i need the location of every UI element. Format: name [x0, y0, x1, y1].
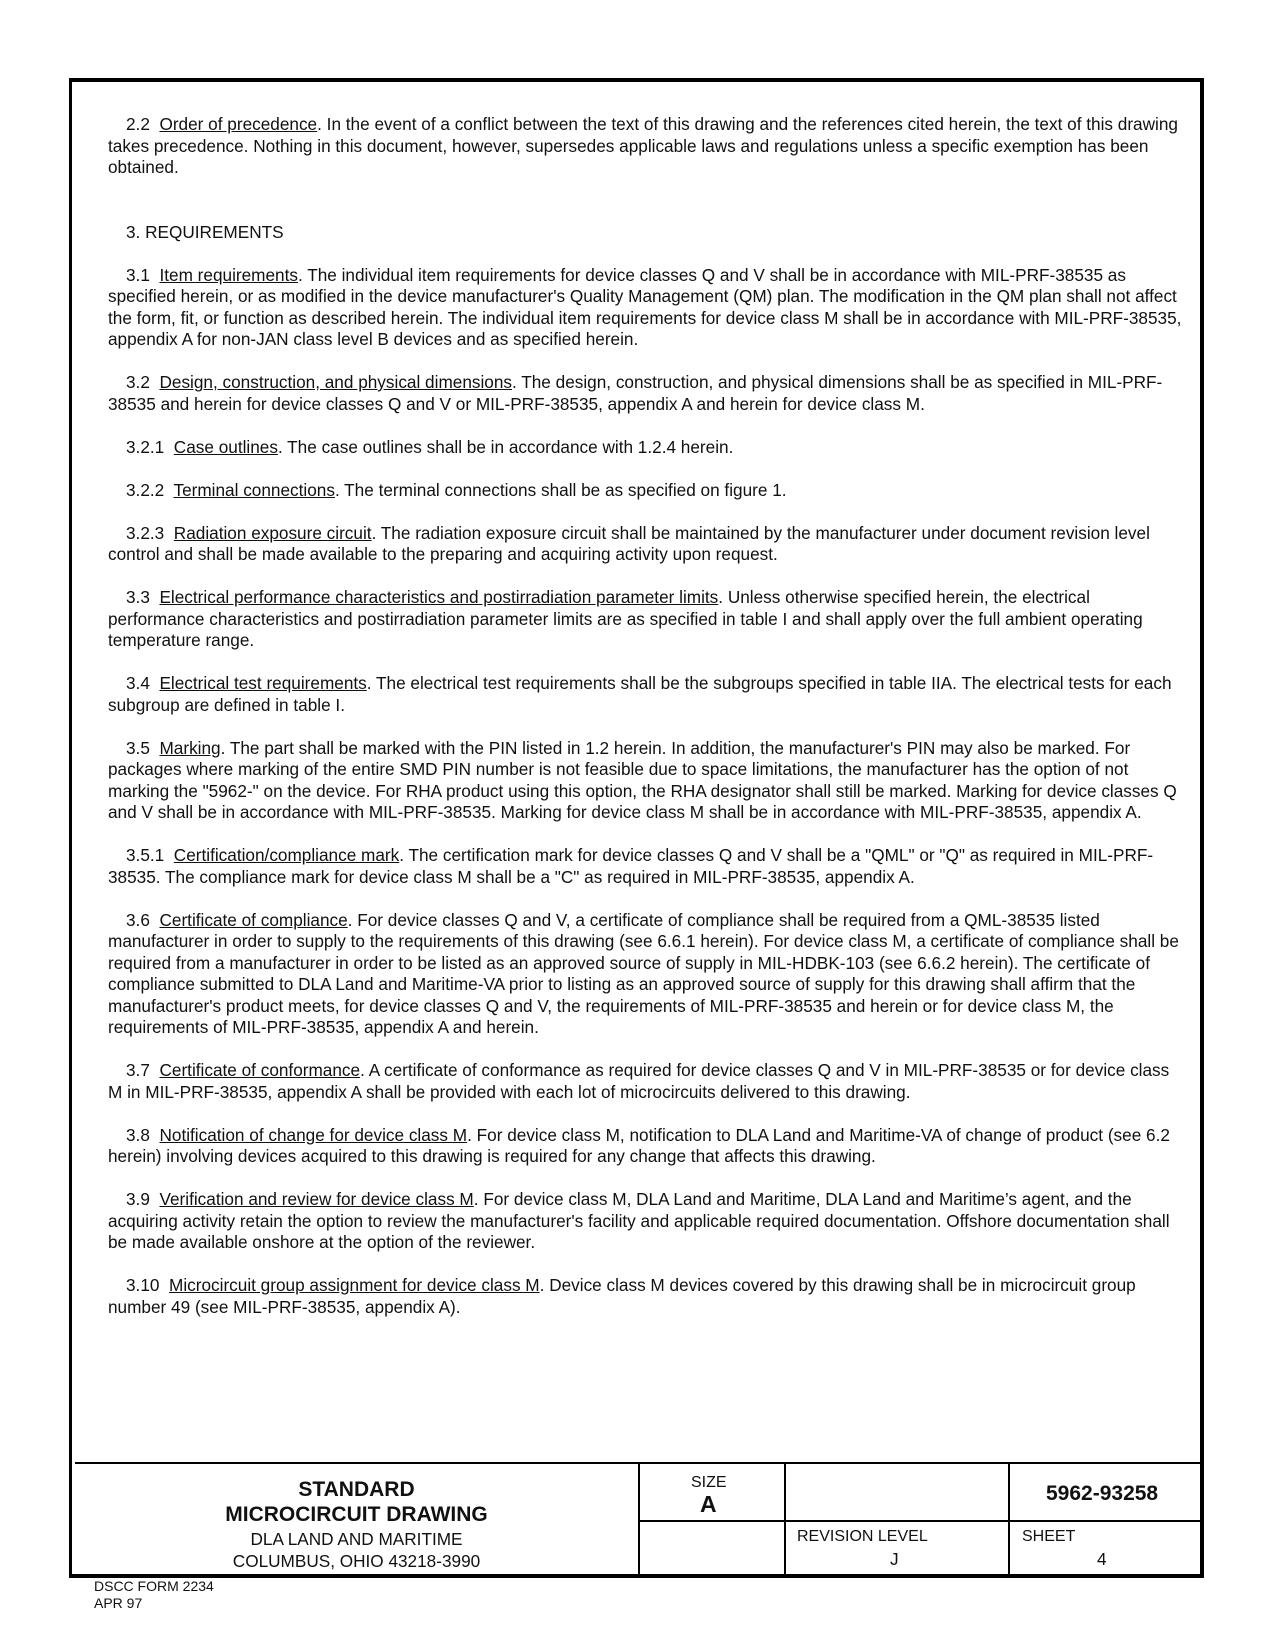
- paragraph-number: 2.2: [126, 114, 150, 134]
- drawing-number-cell: [1010, 1464, 1201, 1522]
- paragraph-number: 3.4: [126, 673, 150, 693]
- paragraph-text: . The individual item requirements for device classes Q and V shall be in accordance with MIL-PRF-38535 as specified herein, or as modified in the device manufacturer's Quality Management (QM) plan. The modification in the QM plan shall not affect the form, fit, or function as described herein. The individual item requirements for device class M shall be in accordance with MIL-PRF-38535, appendix A for non-JAN class level B devices and as specified herein.: [108, 264, 1182, 349]
- paragraph-number: 3.8: [126, 1124, 150, 1145]
- paragraph-2-2: [108, 114, 1188, 179]
- paragraph-3-2-2: [108, 480, 1188, 502]
- paragraph-title: Microcircuit group assignment for device class M: [169, 1275, 540, 1295]
- paragraph-title: Certificate of compliance: [159, 909, 348, 930]
- paragraph-title: Order of precedence: [159, 114, 318, 134]
- paragraph-number: 3.7: [126, 1060, 150, 1080]
- sheet-label: SHEET: [1022, 1528, 1076, 1545]
- paragraph-number: 3.5: [126, 737, 150, 758]
- paragraph-number: 3.5.1: [126, 845, 165, 865]
- form-number: DSCC FORM 2234: [94, 1578, 214, 1594]
- paragraph-number: 3.2.3: [126, 522, 165, 543]
- blank-cell-lower: [638, 1522, 786, 1576]
- blank-cell: [786, 1464, 1010, 1522]
- paragraph-number: 3.9: [126, 1189, 150, 1209]
- sheet-value: 4: [1097, 1549, 1107, 1569]
- revision-value: J: [890, 1549, 899, 1569]
- section-heading: 3. REQUIREMENTS: [126, 221, 284, 242]
- paragraph-number: 3.3: [126, 587, 150, 607]
- paragraph-text: . For device classes Q and V, a certificate of compliance shall be required from a QML-38535 listed manufacturer in order to supply to the requirements of this drawing (see 6.6.1 herein). For device class M, a certificate of compliance shall be required from a manufacturer in order to be listed as an approved source of supply in MIL-HDBK-103 (see 6.6.2 herein). The certificate of compliance submitted to DLA Land and Maritime-VA prior to listing as an approved source of supply for this drawing shall affirm that the manufacturer's product meets, for device classes Q and V, the requirements of MIL-PRF-38535 and herein or for device class M, the requirements of MIL-PRF-38535, appendix A and herein.: [108, 909, 1179, 1037]
- paragraph-3-3: [108, 587, 1188, 652]
- paragraph-3-2: [108, 372, 1188, 415]
- paragraph-text: . For device class M, notification to DLA Land and Maritime-VA of change of product (see 6.2 herein) involving devices acquired to this drawing is required for any change that affects this drawing.: [108, 1124, 1170, 1166]
- paragraph-text: . The part shall be marked with the PIN listed in 1.2 herein. In addition, the manufacturer's PIN may also be marked. For packages where marking of the entire SMD PIN number is not feasible due to space limitations, the manufacturer has the option of not marking the "5962-" on the device. For RHA product using this option, the RHA designator shall still be marked. Marking for device classes Q and V shall be in accordance with MIL-PRF-38535. Marking for device class M shall be in accordance with MIL-PRF-38535, appendix A.: [108, 737, 1177, 822]
- paragraph-3-4: [108, 673, 1188, 716]
- paragraph-text: . The case outlines shall be in accordance with 1.2.4 herein.: [277, 436, 734, 457]
- document-body: [108, 114, 1188, 1340]
- paragraph-number: 3.2.1: [126, 436, 165, 457]
- revision-cell: [786, 1522, 1010, 1576]
- form-id: [94, 1578, 214, 1612]
- paragraph-text: . The radiation exposure circuit shall be maintained by the manufacturer under document revision level control and shall be made available to the preparing and acquiring activity upon request.: [108, 522, 1150, 564]
- paragraph-title: Item requirements: [159, 264, 298, 285]
- paragraph-3-1: [108, 265, 1188, 351]
- paragraph-number: 3.10: [126, 1275, 160, 1295]
- sheet-cell: [1010, 1522, 1201, 1576]
- title-microcircuit-drawing: MICROCIRCUIT DRAWING: [225, 1503, 488, 1526]
- paragraph-text: . In the event of a conflict between the text of this drawing and the references cited herein, the text of this drawing takes precedence. Nothing in this document, however, supersedes applicable laws and regulations unless a specific exemption has been obtained.: [108, 114, 1178, 177]
- paragraph-title: Certification/compliance mark: [173, 845, 400, 865]
- paragraph-text: . The electrical test requirements shall be the subgroups specified in table IIA. The electrical tests for each subgroup are defined in table I.: [108, 673, 1172, 715]
- paragraph-3-2-3: [108, 523, 1188, 566]
- paragraph-title: Terminal connections: [173, 479, 335, 500]
- paragraph-title: Notification of change for device class M: [159, 1124, 468, 1145]
- paragraph-3-10: [108, 1275, 1188, 1318]
- paragraph-title: Certificate of conformance: [159, 1060, 361, 1080]
- paragraph-3-5-1: [108, 845, 1188, 888]
- paragraph-title: Radiation exposure circuit: [173, 522, 372, 543]
- agency-address: COLUMBUS, OHIO 43218-3990: [232, 1551, 481, 1571]
- paragraph-3-7: [108, 1060, 1188, 1103]
- paragraph-3-5: [108, 738, 1188, 824]
- drawing-number: 5962-93258: [1046, 1482, 1159, 1505]
- paragraph-3-2-1: [108, 437, 1188, 459]
- paragraph-title: Marking: [159, 737, 221, 758]
- paragraph-number: 3.2: [126, 372, 150, 392]
- agency-cell: [75, 1464, 640, 1576]
- paragraph-text: . Unless otherwise specified herein, the electrical performance characteristics and postirradiation parameter limits are as specified in table I and shall apply over the full ambient operating temperature range.: [108, 587, 1143, 650]
- paragraph-text: . The certification mark for device classes Q and V shall be a "QML" or "Q" as required in MIL-PRF-38535. The compliance mark for device class M shall be a "C" as required in MIL-PRF-38535, appendix A.: [108, 845, 1154, 887]
- paragraph-title: Design, construction, and physical dimensions: [159, 372, 512, 392]
- paragraph-text: . For device class M, DLA Land and Maritime, DLA Land and Maritime’s agent, and the acquiring activity retain the option to review the manufacturer's facility and applicable required documentation. Offshore documentation shall be made available onshore at the option of the reviewer.: [108, 1189, 1170, 1252]
- paragraph-text: . The terminal connections shall be as specified on figure 1.: [334, 479, 787, 500]
- paragraph-number: 3.2.2: [126, 479, 165, 500]
- paragraph-text: . A certificate of conformance as required for device classes Q and V in MIL-PRF-38535 or for device class M in MIL-PRF-38535, appendix A shall be provided with each lot of microcircuits delivered to this drawing.: [108, 1060, 1170, 1102]
- paragraph-title: Electrical performance characteristics and postirradiation parameter limits: [159, 587, 719, 607]
- paragraph-title: Electrical test requirements: [159, 673, 367, 693]
- size-value: A: [700, 1491, 717, 1517]
- revision-label: REVISION LEVEL: [797, 1528, 928, 1545]
- paragraph-title: Verification and review for device class M: [159, 1189, 474, 1209]
- paragraph-number: 3.6: [126, 909, 150, 930]
- paragraph-3-6: [108, 910, 1188, 1039]
- paragraph-number: 3.1: [126, 264, 150, 285]
- title-block: [75, 1462, 1201, 1576]
- paragraph-title: Case outlines: [173, 436, 278, 457]
- paragraph-3-8: [108, 1125, 1188, 1168]
- size-cell: [638, 1464, 786, 1522]
- paragraph-3-9: [108, 1189, 1188, 1254]
- size-label: SIZE: [691, 1474, 727, 1491]
- paragraph-text: . Device class M devices covered by this drawing shall be in microcircuit group number 49 (see MIL-PRF-38535, appendix A).: [108, 1275, 1136, 1317]
- agency-name: DLA LAND AND MARITIME: [250, 1529, 463, 1549]
- paragraph-text: . The design, construction, and physical dimensions shall be as specified in MIL-PRF-38535 and herein for device classes Q and V or MIL-PRF-38535, appendix A and herein for device class M.: [108, 372, 1163, 414]
- title-standard: STANDARD: [298, 1478, 415, 1501]
- form-date: APR 97: [94, 1595, 143, 1611]
